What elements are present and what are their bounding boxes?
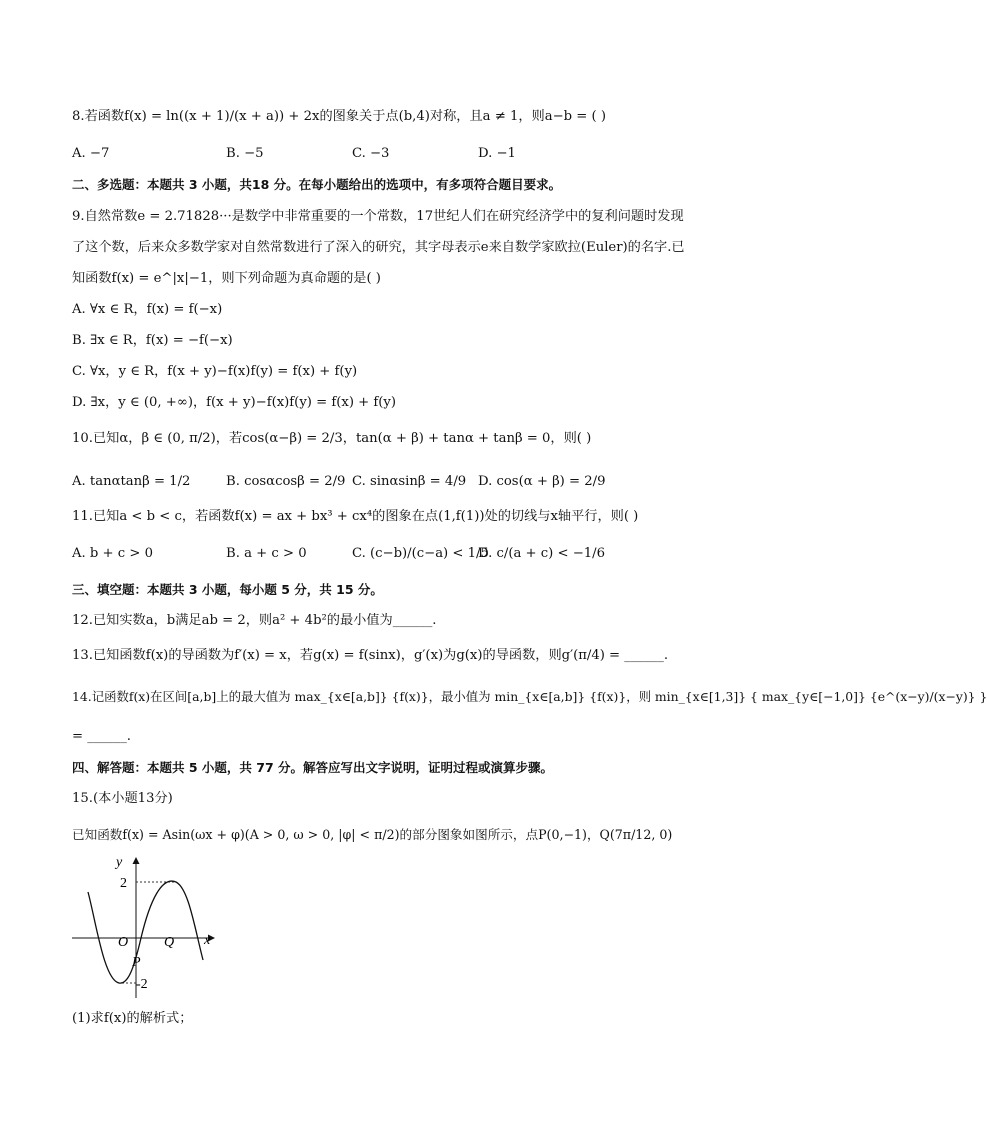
q11-option-d: D. c/(a + c) < −1/6 xyxy=(478,546,605,561)
q8-option-c: C. −3 xyxy=(352,146,390,161)
q8-stem: 8.若函数f(x) = ln((x + 1)/(x + a)) + 2x的图象关于点(b,4)对称，且a ≠ 1，则a−b = ( ) xyxy=(72,109,606,124)
q13: 13.已知函数f(x)的导函数为f′(x) = x，若g(x) = f(sinx)，g′(x)为g(x)的导函数，则g′(π/4) = ______. xyxy=(72,648,669,663)
q11-option-b: B. a + c > 0 xyxy=(226,546,307,561)
sine-curve xyxy=(88,881,203,983)
q15-stem: 已知函数f(x) = Asin(ωx + φ)(A > 0, ω > 0, |φ| < π/2)的部分图象如图所示，点P(0,−1)，Q(7π/12, 0) xyxy=(72,827,673,842)
min-value-label: -2 xyxy=(136,977,148,992)
max-value-label: 2 xyxy=(120,876,127,891)
section-2-heading: 二、多选题：本题共 3 小题，共18 分。在每小题给出的选项中，有多项符合题目要求。 xyxy=(72,177,562,192)
q9-option-a: A. ∀x ∈ R，f(x) = f(−x) xyxy=(72,302,223,317)
point-p-label: P xyxy=(132,955,141,970)
q15-header: 15.(本小题13分) xyxy=(72,791,173,806)
section-3-heading: 三、填空题：本题共 3 小题，每小题 5 分，共 15 分。 xyxy=(72,582,383,597)
q14-line-1: 14.记函数f(x)在区间[a,b]上的最大值为 max_{x∈[a,b]} {f(x)}，最小值为 min_{x∈[a,b]} {f(x)}，则 min_{x∈[1,3]} { max_{y∈[−1,0]} {e^(x−y)/(x−y)} } xyxy=(72,689,987,704)
q8-option-d: D. −1 xyxy=(478,146,516,161)
y-axis-label: y xyxy=(116,855,123,870)
q10-stem: 10.已知α，β ∈ (0, π/2)，若cos(α−β) = 2/3，tan(α + β) + tanα + tanβ = 0，则( ) xyxy=(72,431,592,446)
q10-option-c: C. sinαsinβ = 4/9 xyxy=(352,474,467,489)
q9-line-3: 知函数f(x) = e^|x|−1，则下列命题为真命题的是( ) xyxy=(72,271,381,286)
q12: 12.已知实数a，b满足ab = 2，则a² + 4b²的最小值为______. xyxy=(72,613,437,628)
origin-label: O xyxy=(118,935,129,950)
q9-line-2: 了这个数，后来众多数学家对自然常数进行了深入的研究，其字母表示e来自数学家欧拉(Euler)的名字.已 xyxy=(72,240,685,255)
q11-stem: 11.已知a < b < c，若函数f(x) = ax + bx³ + cx⁴的图象在点(1,f(1))处的切线与x轴平行，则( ) xyxy=(72,509,639,524)
section-4-heading: 四、解答题：本题共 5 小题，共 77 分。解答应写出文字说明，证明过程或演算步骤。 xyxy=(72,760,554,775)
point-q-label: Q xyxy=(164,935,175,950)
q10-option-b: B. cosαcosβ = 2/9 xyxy=(226,474,346,489)
q15-part-1: (1)求f(x)的解析式； xyxy=(72,1011,193,1026)
sine-graph-figure xyxy=(66,852,226,1000)
q9-line-1: 9.自然常数e = 2.71828···是数学中非常重要的一个常数，17世纪人们在研究经济学中的复利问题时发现 xyxy=(72,209,684,224)
q8-option-a: A. −7 xyxy=(72,146,110,161)
q11-option-a: A. b + c > 0 xyxy=(72,546,153,561)
q11-option-c: C. (c−b)/(c−a) < 1/5 xyxy=(352,546,489,561)
q9-option-c: C. ∀x，y ∈ R，f(x + y)−f(x)f(y) = f(x) + f(y) xyxy=(72,364,358,379)
q14-line-2: = ______. xyxy=(72,729,131,744)
q9-option-b: B. ∃x ∈ R，f(x) = −f(−x) xyxy=(72,333,233,348)
x-axis-label: x xyxy=(204,933,211,948)
q10-option-a: A. tanαtanβ = 1/2 xyxy=(72,474,191,489)
q10-option-d: D. cos(α + β) = 2/9 xyxy=(478,474,606,489)
q8-option-b: B. −5 xyxy=(226,146,264,161)
q9-option-d: D. ∃x，y ∈ (0, +∞)，f(x + y)−f(x)f(y) = f(x) + f(y) xyxy=(72,395,397,410)
